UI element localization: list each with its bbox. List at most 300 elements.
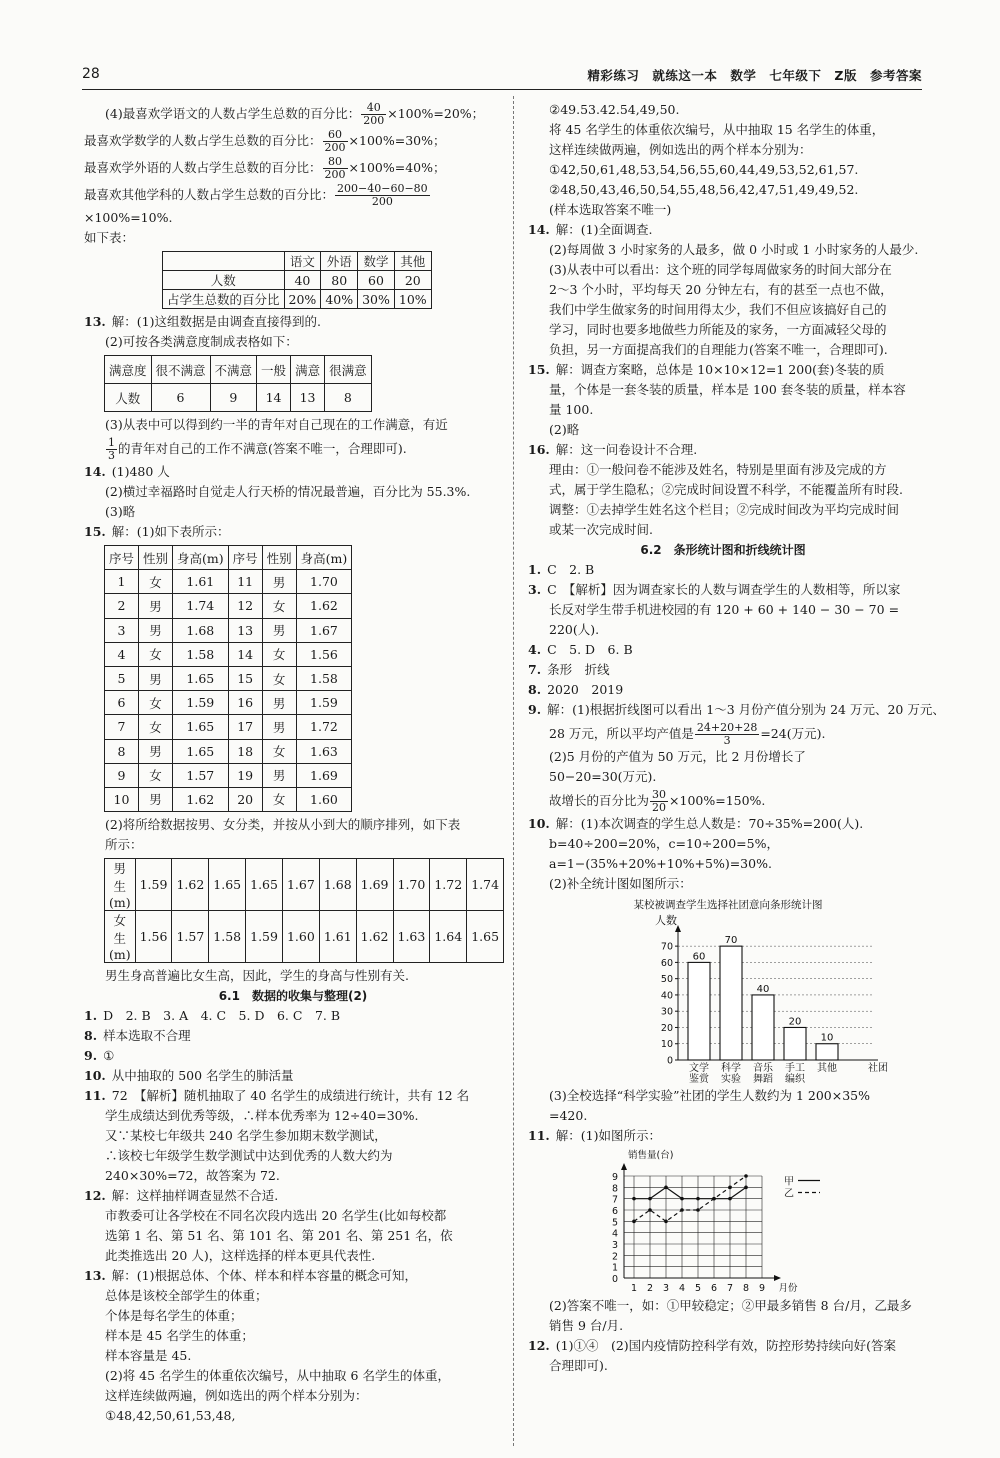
table-cell: 9 [105, 763, 139, 787]
section-heading [528, 540, 918, 560]
text-run: ①48,42,50,61,53,48, [105, 1408, 236, 1424]
table-cell: 10 [105, 787, 139, 811]
text-run: 选第 1 名、第 51 名、第 101 名、第 201 名、第 251 名，依 [105, 1228, 453, 1244]
section-heading [84, 986, 502, 1006]
table-row [105, 642, 352, 666]
answer-line [528, 834, 918, 854]
y-tick-label: 50 [660, 974, 673, 986]
text-run: 此类推选出 20 人)，这样选择的样本更具代表性. [105, 1248, 376, 1264]
table-cell: 男 [262, 763, 296, 787]
table-cell: 男 [262, 715, 296, 739]
text-run: 解：(1)根据折线图可以看出 1～3 月份产值分别为 24 万元、20 万元、 [547, 702, 945, 717]
table-cell: 1.65 [173, 666, 229, 690]
text-run: 市教委可让各学校在不同名次段内选出 20 名学生(比如每校都 [105, 1208, 447, 1224]
table-cell: 1.56 [135, 911, 172, 963]
answer-line [528, 1126, 918, 1146]
fraction-denominator: 200 [324, 141, 346, 154]
answer-line [528, 620, 918, 640]
text-run: 解：(1)本次调查的学生总人数是：70÷35%=200(人). [555, 816, 864, 831]
text-run: 最喜欢学数学的人数占学生总数的百分比： [84, 133, 322, 148]
text-run: 如下表： [84, 230, 135, 245]
text-run: 或某一次完成时间. [549, 522, 653, 537]
y-tick-label: 10 [660, 1039, 673, 1051]
bar-value-label: 70 [724, 935, 738, 947]
question-number: 8. [84, 1028, 98, 1044]
text-run: (3)从表中可以得到约一半的青年对自己现在的工作满意，有近 [105, 417, 448, 432]
x-tick-label: 7 [726, 1283, 734, 1294]
table-cell: 5 [105, 666, 139, 690]
answer-line [84, 154, 502, 181]
fraction-numerator: 60 [323, 129, 348, 142]
category-label: 舞蹈 [753, 1074, 773, 1085]
table-cell: 1.69 [356, 859, 393, 911]
text-run: (2)横过幸福路时自觉走人行天桥的情况最普遍，百分比为 55.3%. [105, 484, 471, 499]
x-tick-label: 2 [646, 1283, 654, 1294]
table-row [105, 356, 372, 384]
bar-chart [568, 894, 888, 1086]
table-cell: 14 [228, 642, 262, 666]
data-point [728, 1197, 732, 1201]
text-run: (2)每周做 3 小时家务的人最多，做 0 小时或 1 小时家务的人最少. [549, 242, 919, 257]
table-cell: 身高(m) [296, 546, 352, 570]
table-cell: 6 [105, 691, 139, 715]
text-run: ×100%=20%； [387, 106, 485, 121]
answer-line [528, 180, 918, 200]
text-run: C 2. B [547, 562, 595, 577]
x-tick-label: 3 [662, 1283, 670, 1294]
table-cell: 1.58 [209, 911, 246, 963]
left-column [84, 100, 502, 1426]
text-run: 最喜欢学外语的人数占学生总数的百分比： [84, 160, 322, 175]
table-cell: 女 [139, 570, 173, 594]
text-run: 最喜欢其他学科的人数占学生总数的百分比： [84, 187, 335, 202]
answer-line [528, 220, 918, 240]
table-cell: 16 [228, 691, 262, 715]
data-point [632, 1220, 636, 1224]
table-row [105, 384, 372, 412]
text-run: (2)5 月份的产值为 50 万元，比 2 月份增长了 [549, 749, 806, 764]
answer-line [528, 600, 918, 620]
answer-line [528, 320, 918, 340]
text-run: 解：(1)如图所示： [555, 1128, 661, 1143]
table-cell: 1.59 [173, 691, 229, 715]
answer-line [528, 767, 918, 787]
table-row [163, 290, 432, 309]
table-cell: 1.72 [430, 859, 467, 911]
table-cell: 1.58 [296, 666, 352, 690]
answer-line [528, 280, 918, 300]
text-run: ∴该校七年级学生数学测试中达到优秀的人数大约为 [105, 1148, 393, 1164]
text-run: 量，个体是一套冬装的质量，样本是 100 套冬装的质量，样本容 [549, 382, 906, 397]
table-cell: 20% [284, 290, 321, 309]
chart-title: 某校被调查学生选择社团意向条形统计图 [633, 899, 823, 911]
table-cell: 序号 [105, 546, 139, 570]
table-cell: 3 [105, 618, 139, 642]
text-run: 解：(1)根据总体、个体、样本和样本容量的概念可知， [111, 1268, 417, 1284]
text-run: 解：(1)这组数据是由调查直接得到的. [111, 314, 321, 329]
origin-label: 0 [611, 1274, 618, 1285]
table-cell: 男 [262, 618, 296, 642]
answer-line [528, 814, 918, 834]
table-cell: 1.67 [296, 618, 352, 642]
text-run: ① [103, 1048, 115, 1064]
text-run: 72 【解析】随机抽取了 40 名学生的成绩进行统计，共有 12 名 [111, 1088, 470, 1104]
category-label: 其他 [817, 1063, 837, 1074]
table-cell: 其他 [394, 252, 431, 271]
answer-line [528, 1086, 918, 1106]
table-cell: 1.67 [282, 859, 319, 911]
table-cell: 女 [262, 739, 296, 763]
data-point [744, 1174, 748, 1178]
answer-line [84, 835, 502, 855]
answer-line [84, 1326, 502, 1346]
x-axis-label: 月份 [778, 1283, 798, 1294]
answer-line [528, 874, 918, 894]
data-point [744, 1186, 748, 1190]
fraction [323, 129, 348, 154]
answer-line [528, 240, 918, 260]
table-cell: 80 [321, 271, 358, 290]
bar [816, 1044, 838, 1060]
table-cell: 男 [139, 739, 173, 763]
bar [688, 962, 710, 1060]
question-number: 11. [528, 1128, 550, 1143]
answer-line [84, 435, 502, 462]
answer-line [84, 1346, 502, 1366]
answer-line [528, 560, 918, 580]
text-run: =420. [549, 1108, 588, 1123]
question-number: 15. [84, 524, 106, 539]
y-tick-label: 1 [611, 1262, 618, 1274]
text-run: 50−20=30(万元). [549, 769, 657, 784]
text-run: (1)①④ (2)国内疫情防控科学有效，防控形势持续向好(答案 [555, 1338, 897, 1353]
table-cell: 1.60 [282, 911, 319, 963]
answer-line [84, 181, 502, 208]
table-cell: 满意度 [105, 356, 152, 384]
fraction [650, 789, 668, 814]
question-number: 1. [84, 1008, 98, 1024]
question-number: 13. [84, 1268, 106, 1284]
text-run: 男生身高普遍比女生高，因此，学生的身高与性别有关. [105, 968, 409, 984]
text-run: 从中抽取的 500 名学生的肺活量 [111, 1068, 294, 1084]
text-run: 条形 折线 [547, 662, 610, 677]
y-tick-label: 30 [660, 1006, 673, 1018]
y-tick-label: 70 [660, 941, 673, 953]
fraction [106, 437, 117, 462]
text-run: 样本是 45 名学生的体重； [105, 1328, 254, 1344]
table-cell: 30% [358, 290, 395, 309]
text-run: 样本选取不合理 [103, 1028, 191, 1044]
text-run: 学习，同时也要多地做些力所能及的家务，一方面减轻父母的 [549, 322, 887, 337]
table-cell: 9 [210, 384, 257, 412]
table-row [105, 594, 352, 618]
text-run: ×100%=30%； [348, 133, 446, 148]
table-cell: 人数 [163, 271, 285, 290]
question-number: 12. [528, 1338, 550, 1353]
text-run: (样本选取答案不唯一) [549, 202, 672, 217]
answer-line [528, 400, 918, 420]
answer-line [84, 415, 502, 435]
y-tick-label: 8 [611, 1183, 618, 1195]
answer-line [84, 1066, 502, 1086]
text-run: 220(人). [549, 622, 600, 637]
fraction-numerator: 30 [652, 788, 667, 801]
fraction-numerator: 24+20+28 [696, 721, 758, 734]
bar-value-label: 40 [756, 983, 770, 995]
answer-line [528, 440, 918, 460]
text-run: 总体是该校全部学生的体重； [105, 1288, 268, 1304]
running-header: 精彩练习 就练这一本 数学 七年级下 Z版 参考答案 [587, 68, 922, 83]
table-cell: 女 [262, 594, 296, 618]
table-cell: 1.59 [296, 691, 352, 715]
table-cell: 女 [139, 763, 173, 787]
table-cell: 4 [105, 642, 139, 666]
answer-line [84, 1186, 502, 1206]
table-cell: 1.70 [296, 570, 352, 594]
table-cell [163, 252, 285, 271]
table-row [105, 763, 352, 787]
text-run: 2～3 个小时，平均每天 20 分钟左右，有的甚至一点也不做， [549, 282, 893, 297]
data-point [728, 1186, 732, 1190]
data-point [680, 1208, 684, 1212]
table-cell: 1.61 [319, 911, 356, 963]
data-point [648, 1197, 652, 1201]
text-run: (2)将 45 名学生的体重依次编号，从中抽取 6 名学生的体重， [105, 1368, 450, 1384]
answer-line [84, 462, 502, 482]
text-run: 销售 9 台/月. [549, 1318, 624, 1333]
table-cell: 13 [291, 384, 325, 412]
text-run: C 5. D 6. B [547, 642, 633, 657]
data-point [648, 1208, 652, 1212]
table-cell: 1.68 [319, 859, 356, 911]
answer-line [84, 1006, 502, 1026]
question-number: 8. [528, 682, 542, 697]
text-run: b=40÷200=20%，c=10÷200=5%， [549, 836, 779, 851]
table-cell: 15 [228, 666, 262, 690]
table-cell: 1.64 [430, 911, 467, 963]
bar-value-label: 10 [820, 1032, 834, 1044]
table-cell: 1 [105, 570, 139, 594]
table-cell: 1.65 [173, 715, 229, 739]
text-run: =24(万元). [760, 726, 826, 741]
fraction-denominator: 200 [324, 168, 346, 181]
answer-line [528, 360, 918, 380]
table-row [105, 666, 352, 690]
category-label: 文学 [689, 1063, 709, 1074]
data-table [104, 355, 372, 412]
x-tick-label: 4 [678, 1283, 686, 1294]
table-cell: 序号 [228, 546, 262, 570]
text-run: (1)480 人 [111, 464, 170, 479]
table-cell: 1.74 [173, 594, 229, 618]
x-tick-label: 9 [758, 1283, 766, 1294]
table-row [105, 859, 504, 911]
table-row [105, 618, 352, 642]
question-number: 11. [84, 1088, 106, 1104]
answer-line [528, 300, 918, 320]
answer-line [84, 312, 502, 332]
legend-label: 甲 [784, 1176, 794, 1188]
table-cell: 8 [105, 739, 139, 763]
header-rule [82, 89, 922, 90]
y-tick-label: 7 [611, 1194, 618, 1206]
x-tick-label: 1 [630, 1283, 638, 1294]
answer-line [84, 332, 502, 352]
text-run: 将 45 名学生的体重依次编号，从中抽取 15 名学生的体重， [549, 122, 885, 137]
text-run: 的青年对自己的工作不满意(答案不唯一，合理即可). [118, 441, 407, 456]
answer-line [84, 1266, 502, 1286]
answer-line [528, 120, 918, 140]
text-run: ×100%=150%. [669, 793, 766, 808]
fraction-numerator: 1 [108, 436, 115, 449]
bar [784, 1027, 806, 1060]
table-cell: 1.62 [296, 594, 352, 618]
table-cell: 19 [228, 763, 262, 787]
text-run: ×100%=10%. [84, 210, 173, 225]
answer-line [528, 1316, 918, 1336]
table-cell: 1.60 [296, 787, 352, 811]
text-run: 样本容量是 45. [105, 1348, 192, 1364]
text-run: (2)答案不唯一，如：①甲较稳定；②甲最多销售 8 台/月，乙最多 [549, 1298, 912, 1313]
table-cell: 2 [105, 594, 139, 618]
data-point [680, 1197, 684, 1201]
table-cell: 1.59 [246, 911, 283, 963]
text-run: 解：调查方案略，总体是 10×10×12=1 200(套)冬装的质 [555, 362, 885, 377]
answer-line [528, 1296, 918, 1316]
question-number: 15. [528, 362, 550, 377]
table-cell: 1.62 [356, 911, 393, 963]
question-number: 1. [528, 562, 542, 577]
category-label: 手工 [785, 1063, 805, 1074]
fraction [361, 102, 386, 127]
text-run: 理由：①一般问卷不能涉及姓名，特别是里面有涉及完成的方 [549, 462, 887, 477]
table-cell: 女 [139, 715, 173, 739]
answer-line [84, 1166, 502, 1186]
right-column [528, 100, 945, 1376]
data-table [104, 545, 352, 812]
table-cell: 1.58 [173, 642, 229, 666]
question-number: 14. [528, 222, 550, 237]
table-cell: 性别 [139, 546, 173, 570]
fraction-numerator: 40 [361, 102, 386, 115]
table-cell: 1.65 [209, 859, 246, 911]
table-cell: 1.62 [173, 787, 229, 811]
answer-line [84, 1206, 502, 1226]
text-run: (3)全校选择“科学实验”社团的学生人数约为 1 200×35% [549, 1088, 871, 1103]
y-tick-label: 5 [611, 1217, 618, 1229]
category-label: 实验 [721, 1074, 741, 1085]
table-cell: 语文 [284, 252, 321, 271]
table-cell: 11 [228, 570, 262, 594]
bar [752, 995, 774, 1060]
table-cell: 一般 [257, 356, 291, 384]
answer-line [528, 500, 918, 520]
category-label: 音乐 [753, 1063, 773, 1074]
legend-label: 乙 [784, 1188, 794, 1200]
question-number: 4. [528, 642, 542, 657]
text-run: 长反对学生带手机进校园的有 120 + 60 + 140 − 30 − 70 = [549, 602, 900, 617]
table-cell: 13 [228, 618, 262, 642]
answer-line [528, 420, 918, 440]
table-cell: 17 [228, 715, 262, 739]
table-cell: 女 [139, 691, 173, 715]
table-cell: 1.65 [467, 911, 504, 963]
answer-line [528, 580, 918, 600]
table-cell: 14 [257, 384, 291, 412]
y-axis-label: 销售量(台) [628, 1150, 674, 1161]
y-tick-label: 4 [611, 1228, 618, 1240]
answer-line [84, 502, 502, 522]
data-point [696, 1197, 700, 1201]
answer-line [528, 520, 918, 540]
table-cell: 男 [139, 618, 173, 642]
bar-value-label: 20 [788, 1016, 802, 1028]
data-point [712, 1197, 716, 1201]
table-cell: 20 [394, 271, 431, 290]
table-cell: 10% [394, 290, 431, 309]
table-cell: 12 [228, 594, 262, 618]
answer-line [528, 787, 918, 814]
text-run: (2)将所给数据按男、女分类，并按从小到大的顺序排列，如下表 [105, 817, 461, 833]
table-cell: 女 [262, 642, 296, 666]
text-run: 6.2 条形统计图和折线统计图 [640, 543, 806, 557]
table-cell: 1.68 [173, 618, 229, 642]
answer-line [84, 127, 502, 154]
column-divider [513, 96, 514, 1446]
table-row [163, 271, 432, 290]
text-run: ②48,50,43,46,50,54,55,48,56,42,47,51,49,49,52. [549, 182, 859, 197]
table-cell: 人数 [105, 384, 152, 412]
table-cell: 女 [262, 666, 296, 690]
answer-line [84, 1146, 502, 1166]
category-label: 科学 [721, 1063, 741, 1074]
table-cell: 男 [139, 594, 173, 618]
text-run: ②49.53.42.54,49,50. [549, 102, 680, 117]
text-run: 调整：①去掉学生姓名这个栏目；②完成时间改为平均完成时间 [549, 502, 900, 517]
answer-line [528, 200, 918, 220]
text-run: (4)最喜欢学语文的人数占学生总数的百分比： [105, 106, 361, 121]
question-number: 12. [84, 1188, 106, 1204]
text-run: (2)可按各类满意度制成表格如下： [105, 334, 298, 349]
answer-line [84, 966, 502, 986]
y-tick-label: 20 [660, 1022, 673, 1034]
text-run: 量 100. [549, 402, 594, 417]
text-run: (2)补全统计图如图所示： [549, 876, 692, 891]
table-row [105, 715, 352, 739]
table-row [105, 691, 352, 715]
answer-line [528, 854, 918, 874]
text-run: 又∵某校七年级共 240 名学生参加期末数学测试， [105, 1128, 387, 1144]
table-row [105, 911, 504, 963]
y-tick-label: 60 [660, 957, 673, 969]
table-cell: 6 [151, 384, 210, 412]
fraction-denominator: 20 [652, 801, 667, 814]
table-cell: 18 [228, 739, 262, 763]
table-cell: 女 [262, 787, 296, 811]
y-tick-label: 3 [611, 1240, 618, 1251]
table-cell: 满意 [291, 356, 325, 384]
data-point [664, 1220, 668, 1224]
y-tick-label: 40 [660, 990, 673, 1002]
answer-line [528, 380, 918, 400]
text-run: (3)从表中可以看出：这个班的同学每周做家务的时间大部分在 [549, 262, 892, 277]
question-number: 7. [528, 662, 542, 677]
text-run: ①42,50,61,48,53,54,56,55,60,44,49,53,52,61,57. [549, 162, 859, 177]
table-row [163, 252, 432, 271]
table-cell: 8 [325, 384, 372, 412]
answer-line [528, 340, 918, 360]
data-table [162, 251, 432, 309]
